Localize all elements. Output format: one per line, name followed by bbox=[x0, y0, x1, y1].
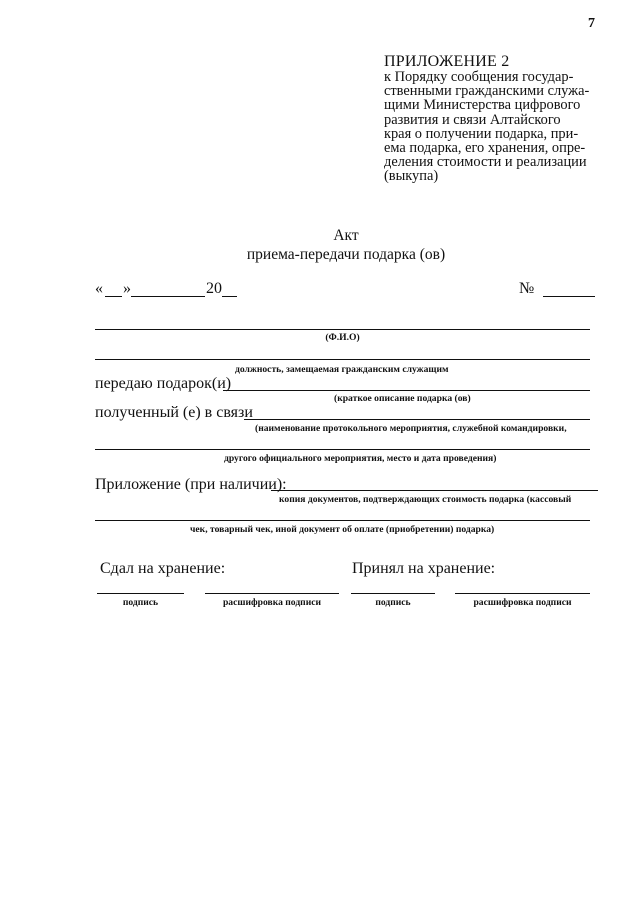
attachment-line-2 bbox=[95, 520, 590, 521]
accepted-decoding-caption: расшифровка подписи bbox=[473, 597, 572, 608]
day-line bbox=[105, 296, 122, 297]
attachment-caption-2: чек, товарный чек, иной документ об оплате (приобретении) подарка) bbox=[190, 524, 495, 535]
appendix-block bbox=[384, 53, 600, 184]
date-open-quote: « bbox=[95, 280, 103, 297]
event-line bbox=[95, 449, 590, 450]
appendix-line: к Порядку сообщения государ- bbox=[384, 69, 574, 85]
event-caption-2: другого официального мероприятия, место и дата проведения) bbox=[224, 453, 497, 464]
appendix-line: края о получении подарка, при- bbox=[384, 125, 579, 142]
accepted-signature-caption: подпись bbox=[375, 597, 411, 608]
number-sign: № bbox=[519, 280, 535, 297]
attachment-caption-1: копия документов, подтверждающих стоимость подарка (кассовый bbox=[279, 494, 572, 505]
page-number: 7 bbox=[588, 16, 595, 31]
accepted-label: Принял на хранение: bbox=[352, 560, 496, 577]
appendix-text bbox=[384, 70, 600, 184]
event-caption-1: (наименование протокольного мероприятия, служебной командировки, bbox=[255, 423, 567, 434]
appendix-line: щими Министерства цифрового bbox=[384, 97, 581, 114]
hand-over-line bbox=[223, 390, 590, 391]
accepted-signature-line bbox=[351, 593, 435, 594]
position-caption: должность, замещаемая гражданским служащим bbox=[235, 364, 449, 375]
received-label: полученный (е) в связи bbox=[95, 404, 253, 421]
attachment-label: Приложение (при наличии): bbox=[95, 476, 287, 493]
fio-line bbox=[95, 329, 590, 330]
appendix-line: развития и связи Алтайского bbox=[384, 111, 561, 128]
handed-signature-caption: подпись bbox=[122, 597, 159, 608]
appendix-line: (выкупа) bbox=[384, 168, 439, 185]
handed-label: Сдал на хранение: bbox=[100, 560, 226, 577]
appendix-title: ПРИЛОЖЕНИЕ 2 bbox=[384, 53, 510, 70]
appendix-line: ема подарка, его хранения, опре- bbox=[384, 140, 586, 157]
year-line bbox=[222, 296, 237, 297]
number-line bbox=[543, 296, 595, 297]
position-line bbox=[95, 359, 590, 360]
short-description-caption: (краткое описание подарка (ов) bbox=[334, 393, 471, 404]
handed-signature-line bbox=[97, 593, 184, 594]
accepted-decoding-line bbox=[455, 593, 590, 594]
act-title: Акт bbox=[333, 227, 359, 244]
hand-over-label: передаю подарок(и) bbox=[95, 375, 232, 392]
attachment-line bbox=[271, 490, 598, 491]
date-close-quote: » bbox=[123, 280, 131, 297]
month-line bbox=[131, 296, 205, 297]
act-subtitle: приема-передачи подарка (ов) bbox=[246, 246, 446, 263]
appendix-line: деления стоимости и реализации bbox=[384, 154, 587, 171]
year-prefix: 20 bbox=[206, 280, 222, 297]
handed-decoding-caption: расшифровка подписи bbox=[222, 597, 322, 608]
received-line bbox=[244, 419, 590, 420]
handed-decoding-line bbox=[205, 593, 339, 594]
fio-caption: (Ф.И.О) bbox=[325, 332, 360, 343]
appendix-line: ственными гражданскими служа- bbox=[384, 83, 590, 100]
